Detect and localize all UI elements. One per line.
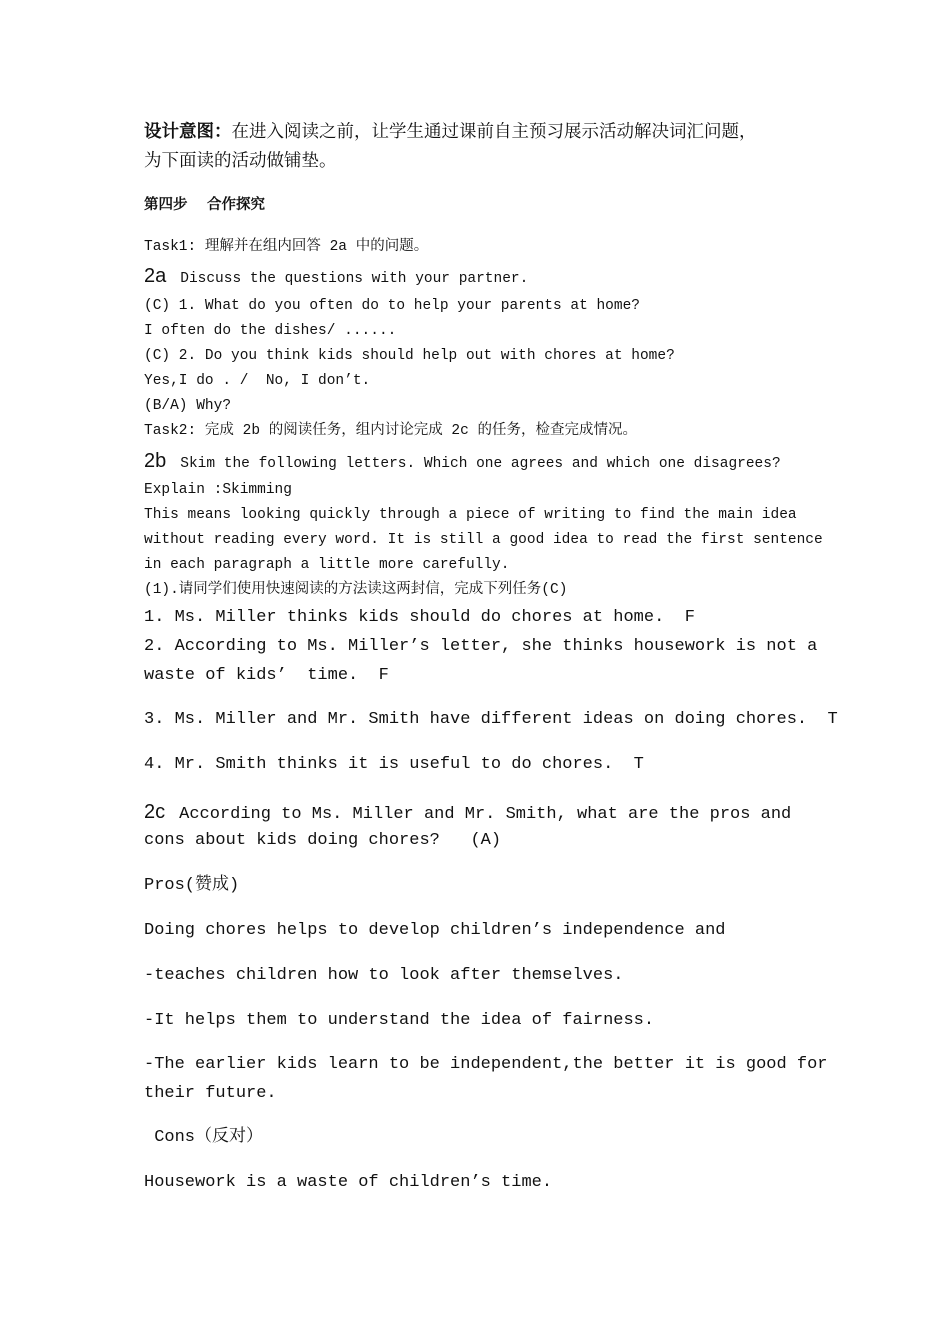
- section-2c-question: According to Ms. Miller and Mr. Smith, what are the pros and: [179, 805, 792, 824]
- true-false-item: 3. Ms. Miller and Mr. Smith have different ideas on doing chores. T: [144, 710, 838, 729]
- section-2c-question-continuation: cons about kids doing chores? (A): [144, 831, 502, 850]
- section-2c-heading: [144, 802, 791, 823]
- answer-1: I often do the dishes/ ......: [144, 323, 397, 339]
- design-intent-text: 在进入阅读之前，让学生通过课前自主预习展示活动解决词汇问题，: [231, 122, 757, 142]
- true-false-item: 4. Mr. Smith thinks it is useful to do chores. T: [144, 755, 644, 774]
- design-intent-colon: ：: [214, 122, 232, 142]
- pros-item: -The earlier kids learn to be independent,the better it is good for: [144, 1055, 828, 1074]
- cons-item: Housework is a waste of children’s time.: [144, 1173, 553, 1192]
- pros-item-continuation: their future.: [144, 1084, 277, 1103]
- explain-line: This means looking quickly through a piece of writing to find the main idea: [144, 507, 797, 523]
- pros-label: Pros(赞成): [144, 876, 240, 895]
- question-3: (B/A) Why?: [144, 398, 232, 414]
- cons-label: Cons（反对）: [144, 1128, 264, 1147]
- design-intent-line-1: [144, 124, 757, 142]
- section-2b-heading: [144, 451, 781, 472]
- section-2a-tag: 2a: [144, 265, 167, 287]
- explain-line: in each paragraph a little more carefully.: [144, 557, 510, 573]
- task-1-text: Task1: 理解并在组内回答 2a 中的问题。: [144, 239, 429, 255]
- section-2b-instruction: Skim the following letters. Which one agrees and which one disagrees?: [180, 456, 781, 472]
- true-false-item-continuation: waste of kids’ time. F: [144, 666, 389, 685]
- explain-title: Explain :Skimming: [144, 482, 292, 498]
- design-intent-label: 设计意图: [144, 122, 214, 142]
- question-1: (C) 1. What do you often do to help your parents at home?: [144, 298, 640, 314]
- design-intent-line-2: 为下面读的活动做铺垫。: [144, 151, 337, 171]
- section-2a-heading: [144, 266, 528, 287]
- task-2-text: Task2: 完成 2b 的阅读任务，组内讨论完成 2c 的任务，检查完成情况。: [144, 423, 638, 439]
- true-false-item: 2. According to Ms. Miller’s letter, she thinks housework is not a: [144, 637, 818, 656]
- question-2: (C) 2. Do you think kids should help out with chores at home?: [144, 348, 675, 364]
- skim-task-note: (1).请同学们使用快速阅读的方法读这两封信，完成下列任务(C): [144, 582, 568, 598]
- step-four-heading: 第四步 合作探究: [144, 196, 266, 213]
- explain-line: without reading every word. It is still a good idea to read the first sentence: [144, 532, 823, 548]
- section-2c-tag: 2c: [144, 801, 166, 823]
- pros-item: -teaches children how to look after themselves.: [144, 966, 624, 985]
- section-2b-tag: 2b: [144, 450, 167, 472]
- pros-item: -It helps them to understand the idea of fairness.: [144, 1011, 655, 1030]
- pros-item: Doing chores helps to develop children’s independence and: [144, 921, 726, 940]
- true-false-item: 1. Ms. Miller thinks kids should do chores at home. F: [144, 608, 695, 627]
- answer-2: Yes,I do . / No, I don’t.: [144, 373, 371, 389]
- section-2a-instruction: Discuss the questions with your partner.: [180, 271, 529, 287]
